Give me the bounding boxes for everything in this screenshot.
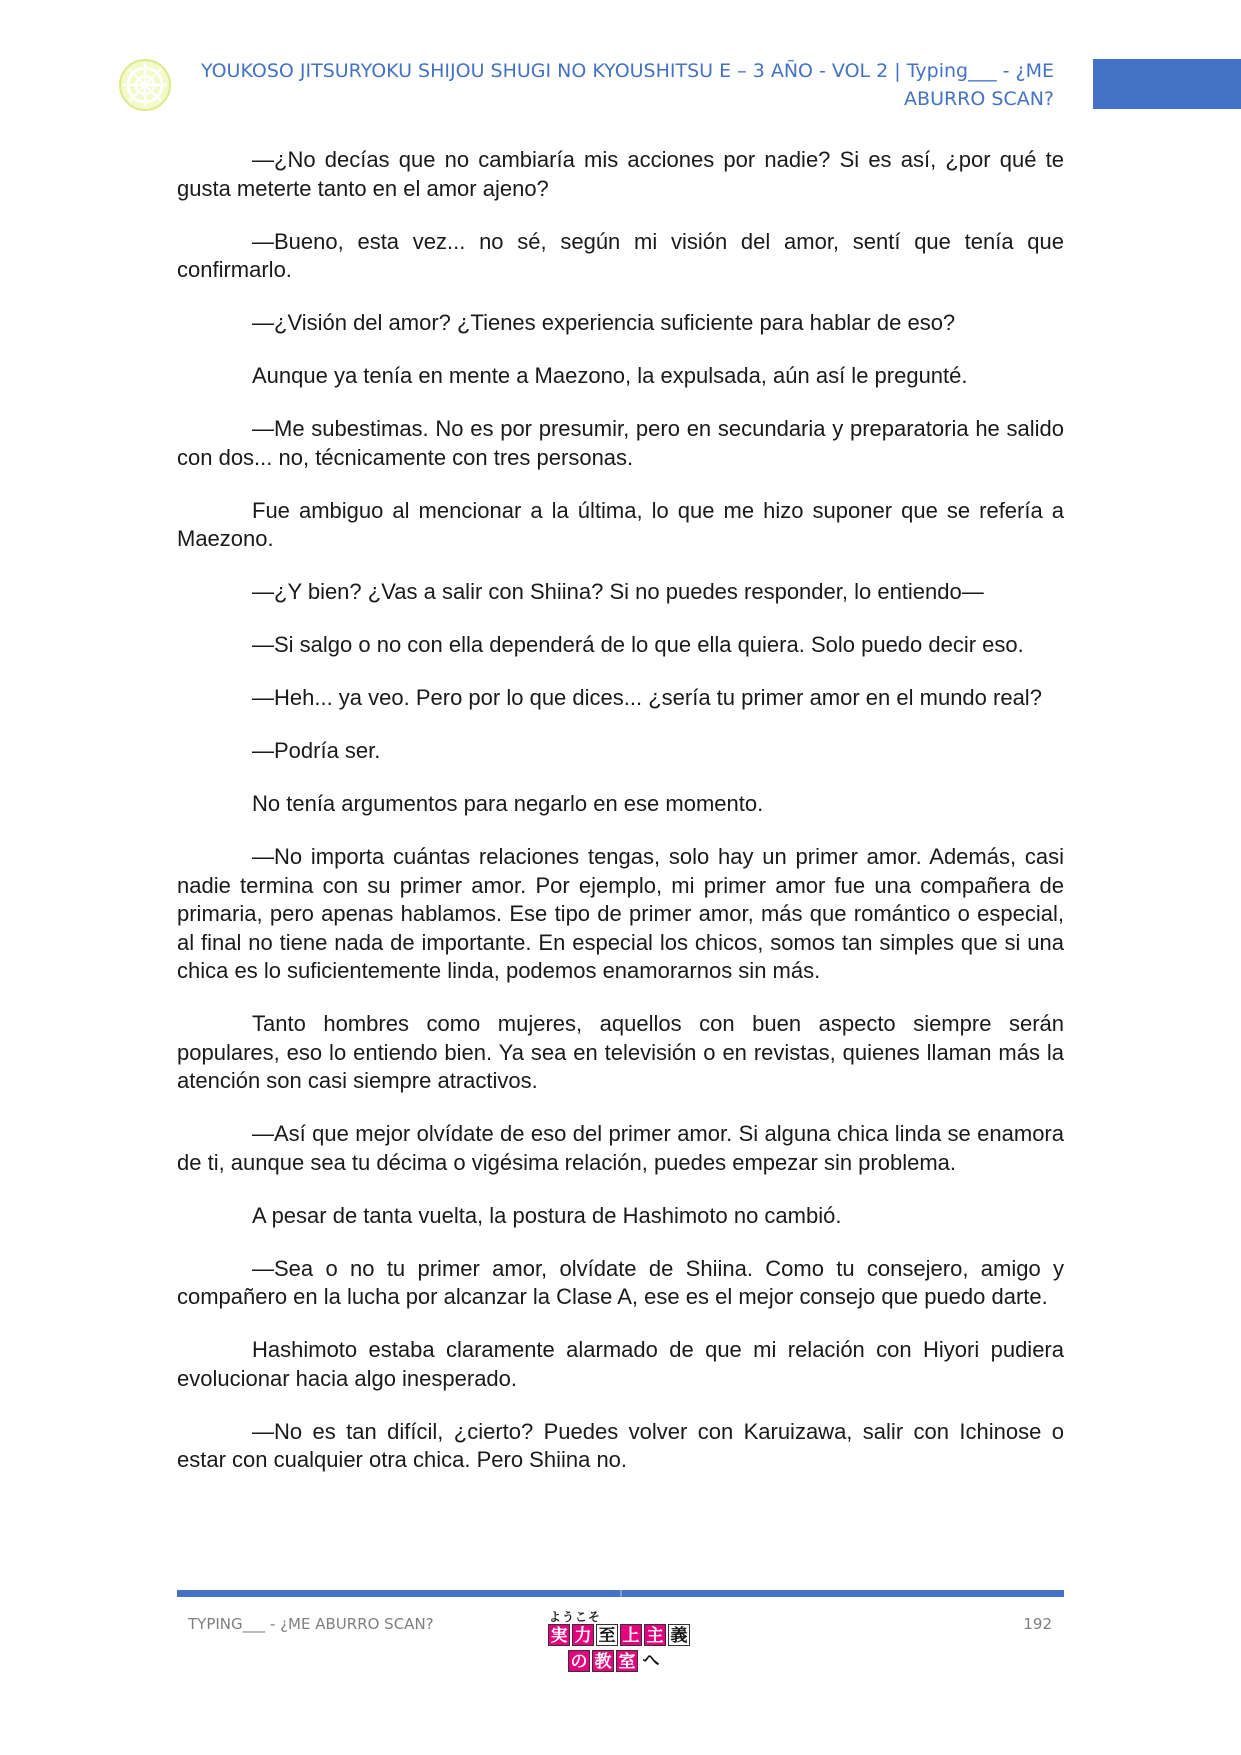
series-logo-char: 至: [596, 1624, 618, 1646]
series-logo-char: の: [568, 1650, 590, 1672]
scan-group-logo-icon: [118, 58, 172, 112]
series-logo-char: 室: [616, 1650, 638, 1672]
series-logo-char: 上: [620, 1624, 642, 1646]
footer-divider: [177, 1590, 1064, 1597]
document-header-title: YOUKOSO JITSURYOKU SHIJOU SHUGI NO KYOUSHITSU E – 3 AÑO - VOL 2 | Typing___ - ¿ME ABURRO SCAN?: [201, 60, 1054, 110]
paragraph: —Me subestimas. No es por presumir, pero en secundaria y preparatoria he salido con dos... no, técnicamente con tres personas.: [177, 416, 1064, 470]
paragraph: Hashimoto estaba claramente alarmado de que mi relación con Hiyori pudiera evolucionar hacia algo inesperado.: [177, 1337, 1064, 1391]
paragraph: —¿Visión del amor? ¿Tienes experiencia suficiente para hablar de eso?: [252, 310, 956, 335]
series-logo-char: 力: [572, 1624, 594, 1646]
paragraph: —Heh... ya veo. Pero por lo que dices... ¿sería tu primer amor en el mundo real?: [252, 685, 1042, 710]
paragraph: —No importa cuántas relaciones tengas, solo hay un primer amor. Además, casi nadie termina con su primer amor. Por ejemplo, mi primer amor fue una compañera de primaria, pero apenas hablamos. Ese tipo de primer amor, más que romántico o especial, al final no tiene nada de importante. En especial los chicos, somos tan simples que si una chica es lo suficientemente linda, podemos enamorarnos sin más.: [177, 844, 1064, 983]
paragraph: —¿Y bien? ¿Vas a salir con Shiina? Si no puedes responder, lo entiendo—: [252, 579, 984, 604]
paragraph: —Bueno, esta vez... no sé, según mi visión del amor, sentí que tenía que confirmarlo.: [177, 228, 1064, 282]
series-logo-char: 主: [644, 1624, 666, 1646]
footer-scan-credit: TYPING___ - ¿ME ABURRO SCAN?: [188, 1615, 434, 1633]
page-number: 192: [1023, 1615, 1052, 1633]
paragraph: Tanto hombres como mujeres, aquellos con buen aspecto siempre serán populares, eso lo entiendo bien. Ya sea en televisión o en revistas, quienes llaman más la atención son casi siempre atractivos.: [177, 1011, 1064, 1093]
header-accent-bar: [1093, 59, 1241, 109]
page-body: [177, 146, 1064, 1499]
paragraph: Fue ambiguo al mencionar a la última, lo que me hizo suponer que se refería a Maezono.: [177, 497, 1064, 551]
paragraph: —Si salgo o no con ella dependerá de lo que ella quiera. Solo puedo decir eso.: [252, 632, 1024, 657]
paragraph: —Así que mejor olvídate de eso del primer amor. Si alguna chica linda se enamora de ti, aunque sea tu décima o vigésima relación, puedes empezar sin problema.: [177, 1121, 1064, 1175]
paragraph: —Sea o no tu primer amor, olvídate de Shiina. Como tu consejero, amigo y compañero en la lucha por alcanzar la Clase A, ese es el mejor consejo que puedo darte.: [177, 1255, 1064, 1309]
paragraph: —No es tan difícil, ¿cierto? Puedes volver con Karuizawa, salir con Ichinose o estar con cualquier otra chica. Pero Shiina no.: [177, 1418, 1064, 1472]
paragraph: A pesar de tanta vuelta, la postura de Hashimoto no cambió.: [252, 1202, 842, 1228]
series-logo-char: へ: [640, 1650, 662, 1672]
series-logo-char: 教: [592, 1650, 614, 1672]
paragraph: Aunque ya tenía en mente a Maezono, la expulsada, aún así le pregunté.: [252, 363, 968, 388]
series-logo: [544, 1608, 696, 1674]
paragraph: —Podría ser.: [252, 738, 381, 763]
paragraph: No tenía argumentos para negarlo en ese momento.: [252, 791, 764, 816]
paragraph: —¿No decías que no cambiaría mis acciones por nadie? Si es así, ¿por qué te gusta meterte tanto en el amor ajeno?: [177, 147, 1064, 201]
series-logo-kana: ようこそ: [549, 1610, 602, 1624]
series-logo-char: 義: [668, 1624, 690, 1646]
series-logo-fine-print: [547, 1650, 566, 1672]
series-logo-char: 実: [548, 1624, 570, 1646]
